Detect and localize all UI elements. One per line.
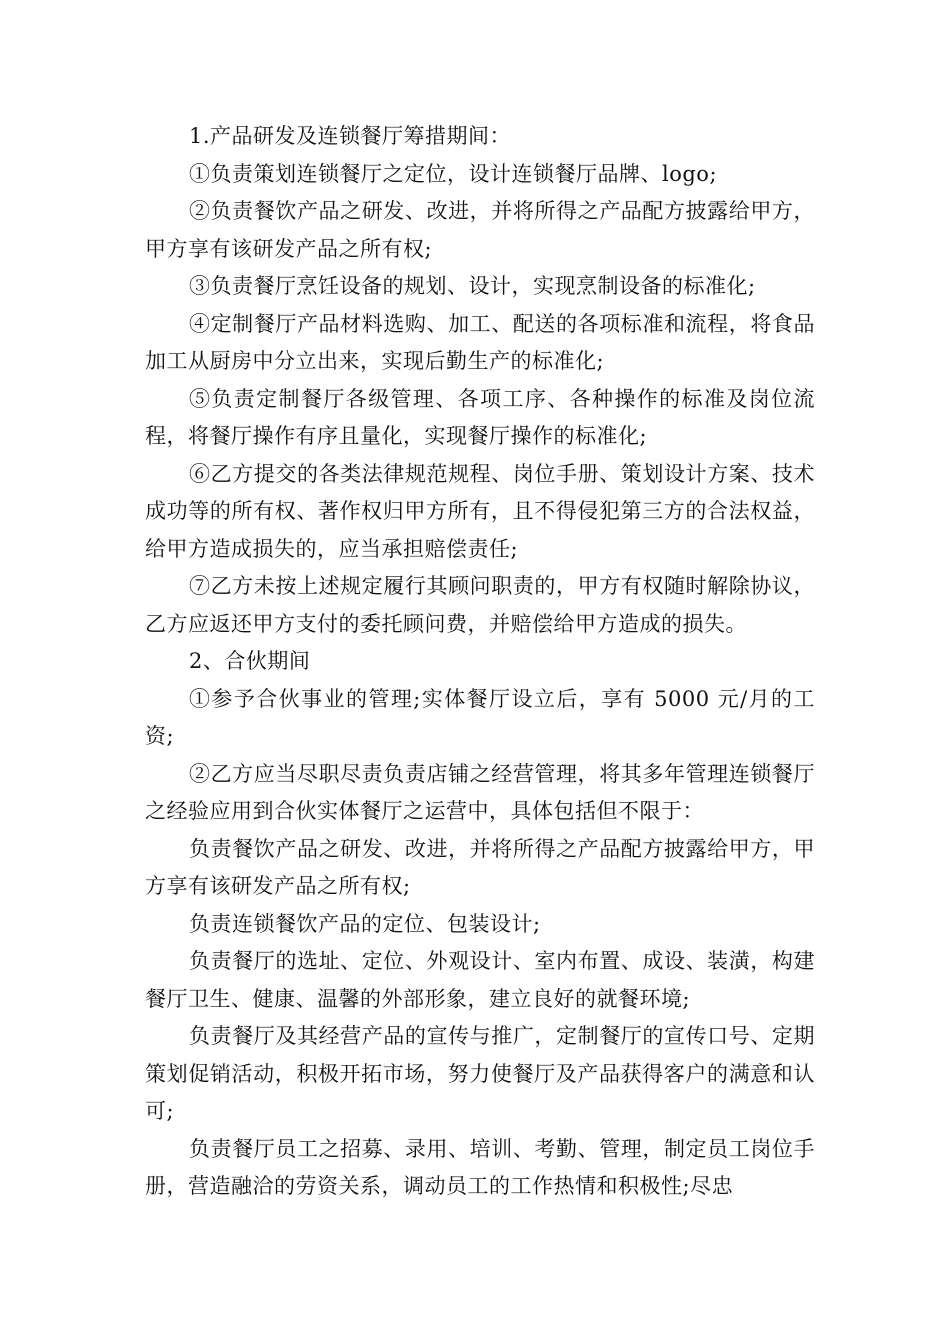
list-item: ⑦乙方未按上述规定履行其顾问职责的，甲方有权随时解除协议，乙方应返还甲方支付的委托顾问费，并赔偿给甲方造成的损失。 — [145, 574, 815, 636]
duty-paragraph: 负责餐厅的选址、定位、外观设计、室内布置、成设、装潢，构建餐厅卫生、健康、温馨的外部形象，建立良好的就餐环境; — [145, 949, 815, 1011]
section-heading-2: 2、合伙期间 — [189, 649, 311, 673]
list-item: ⑥乙方提交的各类法律规范规程、岗位手册、策划设计方案、技术成功等的所有权、著作权归甲方所有，且不得侵犯第三方的合法权益，给甲方造成损失的，应当承担赔偿责任; — [145, 461, 815, 561]
document-body — [145, 118, 815, 1206]
list-item: ②负责餐饮产品之研发、改进，并将所得之产品配方披露给甲方，甲方享有该研发产品之所有权; — [145, 199, 815, 261]
list-item: ①参予合伙事业的管理;实体餐厅设立后，享有 5000 元/月的工资; — [145, 686, 815, 748]
duty-paragraph: 负责连锁餐饮产品的定位、包装设计; — [189, 911, 541, 936]
duty-paragraph: 负责餐饮产品之研发、改进，并将所得之产品配方披露给甲方，甲方享有该研发产品之所有权; — [145, 836, 815, 898]
section-heading-1: 1.产品研发及连锁餐厅筹措期间： — [189, 124, 512, 148]
duty-paragraph: 负责餐厅员工之招募、录用、培训、考勤、管理，制定员工岗位手册，营造融洽的劳资关系，调动员工的工作热情和积极性;尽忠 — [145, 1136, 815, 1198]
list-item: ②乙方应当尽职尽责负责店铺之经营管理，将其多年管理连锁餐厅之经验应用到合伙实体餐厅之运营中，具体包括但不限于： — [145, 761, 815, 823]
list-item: ④定制餐厅产品材料选购、加工、配送的各项标准和流程，将食品加工从厨房中分立出来，实现后勤生产的标准化; — [145, 311, 815, 373]
duty-paragraph: 负责餐厅及其经营产品的宣传与推广，定制餐厅的宣传口号、定期策划促销活动，积极开拓市场，努力使餐厅及产品获得客户的满意和认可; — [145, 1024, 815, 1123]
list-item: ③负责餐厅烹饪设备的规划、设计，实现烹制设备的标准化; — [189, 274, 756, 298]
list-item: ①负责策划连锁餐厅之定位，设计连锁餐厅品牌、logo; — [189, 161, 718, 186]
list-item: ⑤负责定制餐厅各级管理、各项工序、各种操作的标准及岗位流程，将餐厅操作有序且量化，实现餐厅操作的标准化; — [145, 386, 815, 448]
